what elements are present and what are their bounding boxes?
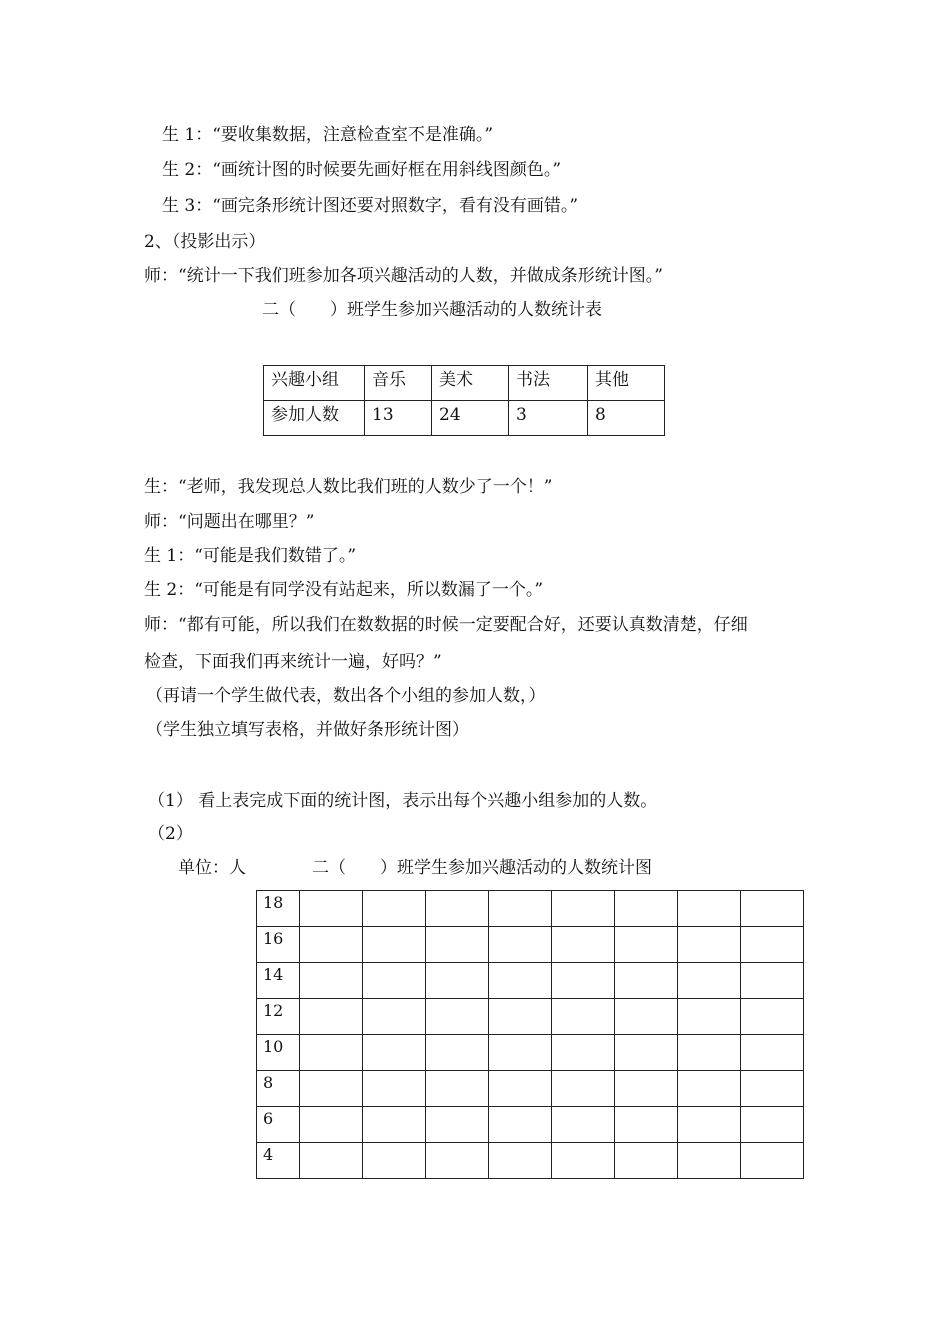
chart-grid-cell <box>615 891 678 927</box>
chart-grid-cell <box>741 1143 804 1179</box>
table-cell: 兴趣小组 <box>264 366 365 401</box>
table-cell: 3 <box>509 401 588 436</box>
section-heading: 2、（投影出示） <box>144 232 266 252</box>
chart-grid-cell <box>363 1035 426 1071</box>
table-cell: 书法 <box>509 366 588 401</box>
chart-grid-row <box>257 1107 804 1143</box>
chart-grid-cell <box>489 999 552 1035</box>
chart-grid-cell <box>300 1107 363 1143</box>
y-tick-label: 18 <box>257 891 300 927</box>
chart-grid-cell <box>552 891 615 927</box>
dialogue-line: 师：“问题出在哪里？” <box>144 512 315 532</box>
table-cell: 参加人数 <box>264 401 365 436</box>
y-tick-label: 16 <box>257 927 300 963</box>
chart-grid-cell <box>615 999 678 1035</box>
table-title: 二（ ）班学生参加兴趣活动的人数统计表 <box>262 300 602 320</box>
chart-grid-cell <box>426 1143 489 1179</box>
chart-grid-cell <box>552 1107 615 1143</box>
chart-grid-cell <box>300 1071 363 1107</box>
chart-grid-cell <box>426 1035 489 1071</box>
chart-grid-cell <box>363 1143 426 1179</box>
dialogue-line: 生 1：“可能是我们数错了。” <box>144 546 357 566</box>
y-tick-label: 14 <box>257 963 300 999</box>
chart-grid-cell <box>615 963 678 999</box>
chart-grid-cell <box>300 999 363 1035</box>
teacher-paragraph: 检查，下面我们再来统计一遍，好吗？” <box>144 652 442 672</box>
chart-grid-cell <box>678 927 741 963</box>
table-cell: 音乐 <box>365 366 432 401</box>
chart-grid-cell <box>300 891 363 927</box>
chart-grid-cell <box>678 1107 741 1143</box>
chart-grid-row <box>257 963 804 999</box>
table-row <box>264 401 665 436</box>
chart-grid-cell <box>615 1107 678 1143</box>
chart-title: 二（ ）班学生参加兴趣活动的人数统计图 <box>312 858 652 878</box>
chart-grid-cell <box>615 1143 678 1179</box>
chart-grid-cell <box>300 1035 363 1071</box>
chart-grid-cell <box>426 891 489 927</box>
chart-grid-cell <box>552 1143 615 1179</box>
chart-grid-cell <box>678 1143 741 1179</box>
chart-grid-cell <box>363 927 426 963</box>
dialogue-line: 生 2：“可能是有同学没有站起来，所以数漏了一个。” <box>144 580 544 600</box>
chart-grid-cell <box>489 1035 552 1071</box>
table-header-row <box>264 366 665 401</box>
chart-grid-cell <box>741 999 804 1035</box>
teacher-instruction: 师：“统计一下我们班参加各项兴趣活动的人数，并做成条形统计图。” <box>144 266 663 286</box>
chart-grid-cell <box>741 891 804 927</box>
chart-grid-cell <box>426 999 489 1035</box>
chart-grid-cell <box>552 963 615 999</box>
chart-grid-cell <box>741 963 804 999</box>
table-cell: 24 <box>432 401 509 436</box>
chart-grid-cell <box>552 927 615 963</box>
chart-grid-cell <box>489 1143 552 1179</box>
chart-grid-cell <box>615 1071 678 1107</box>
chart-grid-cell <box>741 1107 804 1143</box>
chart-grid-cell <box>363 999 426 1035</box>
chart-grid-cell <box>678 891 741 927</box>
y-tick-label: 4 <box>257 1143 300 1179</box>
y-tick-label: 6 <box>257 1107 300 1143</box>
chart-grid-cell <box>489 927 552 963</box>
chart-grid-cell <box>489 891 552 927</box>
y-tick-label: 8 <box>257 1071 300 1107</box>
table-cell: 其他 <box>588 366 665 401</box>
chart-grid-cell <box>426 1107 489 1143</box>
chart-grid-cell <box>741 1071 804 1107</box>
chart-grid-cell <box>426 963 489 999</box>
chart-grid-cell <box>678 1071 741 1107</box>
dialogue-line: 生：“老师，我发现总人数比我们班的人数少了一个！” <box>144 477 553 497</box>
task-item: （2） <box>148 824 193 844</box>
chart-unit-label: 单位：人 <box>178 858 246 878</box>
chart-grid-cell <box>741 927 804 963</box>
chart-grid-cell <box>300 963 363 999</box>
chart-grid-cell <box>363 1071 426 1107</box>
chart-grid-cell <box>489 963 552 999</box>
chart-grid-row <box>257 1143 804 1179</box>
dialogue-line: 生 3：“画完条形统计图还要对照数字，看有没有画错。” <box>162 196 579 216</box>
chart-grid-cell <box>552 1071 615 1107</box>
chart-grid-cell <box>741 1035 804 1071</box>
chart-grid-cell <box>678 1035 741 1071</box>
chart-grid-cell <box>426 927 489 963</box>
chart-grid-cell <box>615 927 678 963</box>
chart-grid-row <box>257 1071 804 1107</box>
y-tick-label: 10 <box>257 1035 300 1071</box>
chart-grid-cell <box>615 1035 678 1071</box>
teacher-paragraph: 师：“都有可能，所以我们在数数据的时候一定要配合好，还要认真数清楚，仔细 <box>144 615 748 635</box>
y-tick-label: 12 <box>257 999 300 1035</box>
chart-grid-row <box>257 927 804 963</box>
chart-grid <box>256 890 804 1179</box>
chart-grid-cell <box>489 1071 552 1107</box>
chart-grid-cell <box>426 1071 489 1107</box>
chart-grid-cell <box>678 963 741 999</box>
chart-grid-cell <box>552 1035 615 1071</box>
task-item: （1） 看上表完成下面的统计图，表示出每个兴趣小组参加的人数。 <box>148 791 658 811</box>
interest-group-table <box>263 365 665 436</box>
table-cell: 美术 <box>432 366 509 401</box>
chart-grid-row <box>257 891 804 927</box>
chart-grid-cell <box>363 963 426 999</box>
note: （再请一个学生做代表，数出各个小组的参加人数，） <box>146 686 546 706</box>
chart-grid-row <box>257 999 804 1035</box>
dialogue-line: 生 1：“要收集数据，注意检查室不是准确。” <box>162 125 494 145</box>
chart-grid-cell <box>552 999 615 1035</box>
note: （学生独立填写表格，并做好条形统计图） <box>146 720 469 740</box>
chart-grid-cell <box>363 891 426 927</box>
table-cell: 8 <box>588 401 665 436</box>
chart-grid-cell <box>363 1107 426 1143</box>
chart-grid-row <box>257 1035 804 1071</box>
dialogue-line: 生 2：“画统计图的时候要先画好框在用斜线图颜色。” <box>162 160 562 180</box>
chart-grid-cell <box>300 1143 363 1179</box>
chart-grid-cell <box>489 1107 552 1143</box>
chart-grid-cell <box>678 999 741 1035</box>
chart-grid-cell <box>300 927 363 963</box>
table-cell: 13 <box>365 401 432 436</box>
